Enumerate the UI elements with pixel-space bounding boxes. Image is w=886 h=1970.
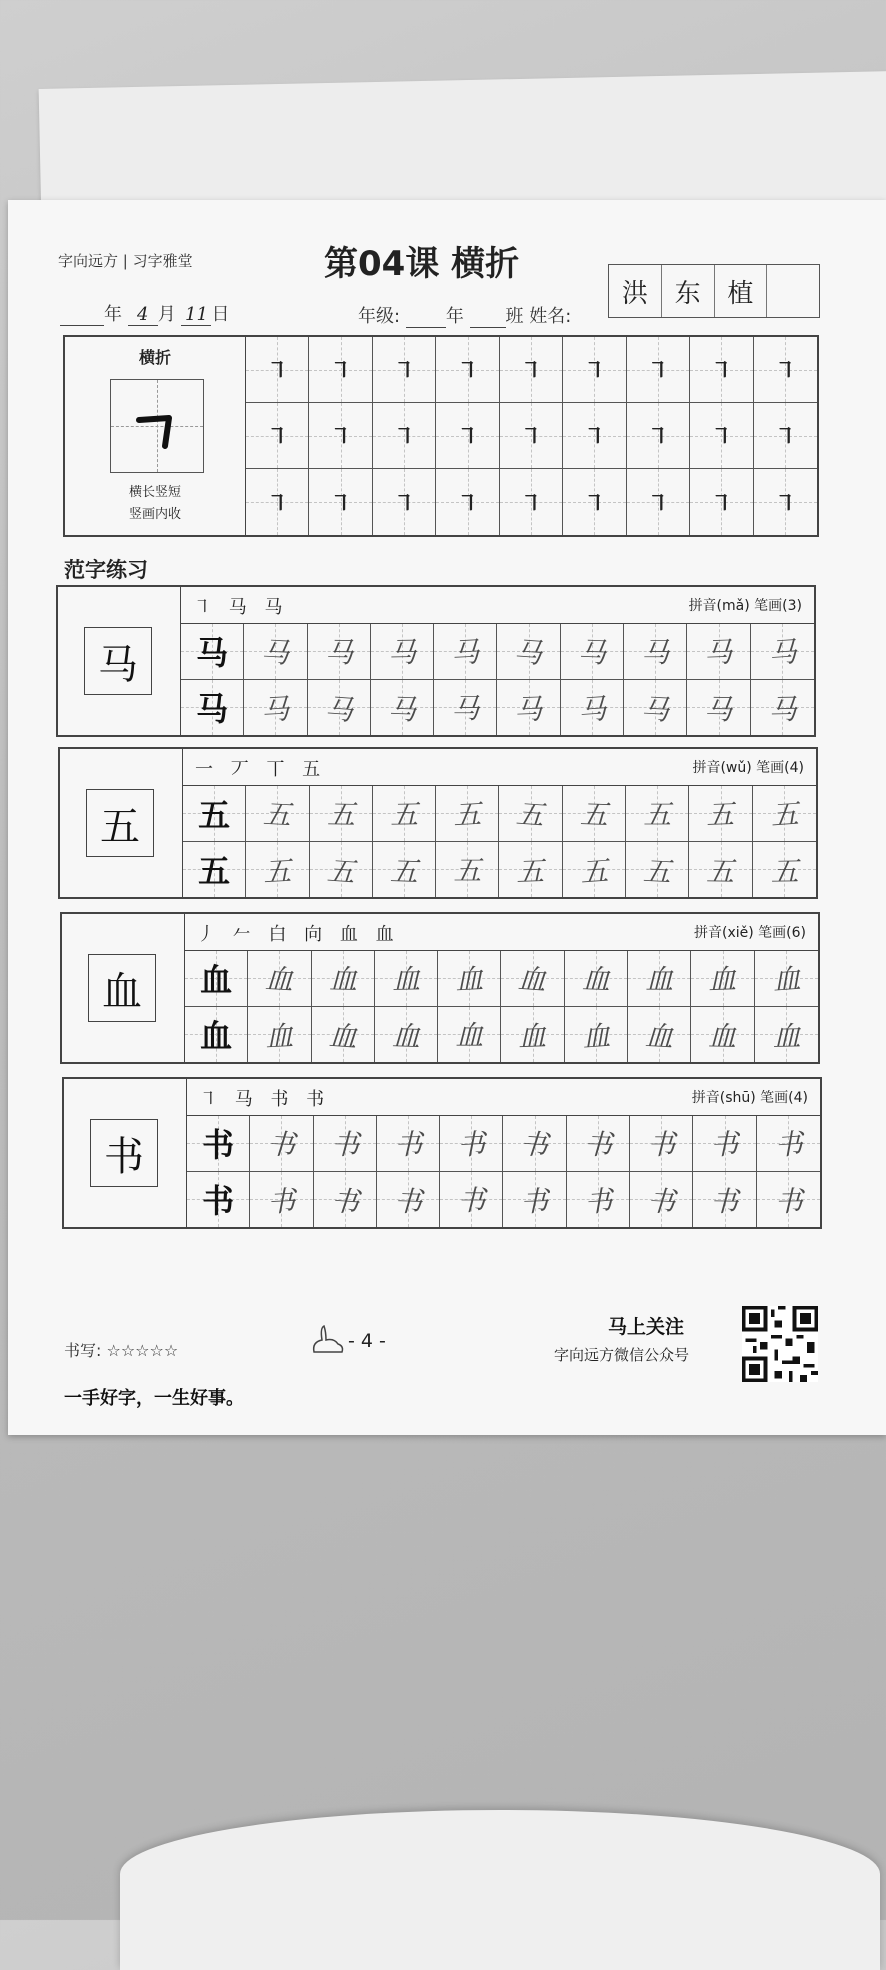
practice-cell: [248, 951, 311, 1007]
practice-cell: [561, 680, 624, 736]
practice-cell: [563, 842, 626, 898]
practice-cell: [626, 842, 689, 898]
model-glyph: 五: [198, 852, 231, 891]
stroke-order-row: [183, 749, 816, 786]
model-cell: [183, 786, 246, 842]
handwritten-glyph: 五: [706, 797, 736, 832]
stroke-glyph: ㇕: [646, 491, 669, 517]
handwritten-glyph: 书: [329, 1183, 360, 1219]
practice-cell: [567, 1116, 630, 1172]
practice-cell: [630, 1172, 693, 1228]
practice-cell: [501, 951, 564, 1007]
stroke-glyph: ㇕: [456, 425, 479, 450]
stroke-glyph: ㇕: [393, 491, 416, 517]
handwritten-glyph: 五: [326, 798, 356, 832]
stroke-glyph: ㇕: [646, 359, 669, 384]
practice-cell: [565, 1007, 628, 1063]
handwritten-glyph: 马: [576, 691, 608, 727]
handwritten-glyph: 马: [577, 635, 607, 670]
stroke-glyph: ㇕: [710, 359, 733, 384]
stroke-practice-cell: [500, 469, 563, 535]
handwritten-glyph: 书: [710, 1127, 740, 1162]
handwritten-glyph: 马: [641, 636, 670, 670]
model-character: 五: [86, 789, 154, 857]
stroke-practice-cell: [436, 337, 499, 403]
page-number: - 4 -: [348, 1330, 386, 1352]
handwritten-glyph: 马: [450, 635, 481, 670]
model-character: 血: [88, 954, 156, 1022]
model-glyph: 血: [200, 961, 233, 1000]
practice-cell: [436, 786, 499, 842]
practice-cell: [250, 1116, 313, 1172]
stroke-name: 横折: [138, 348, 171, 367]
stool-seat: [120, 1810, 880, 1970]
practice-cell: [440, 1172, 503, 1228]
class-name-label: 班 姓名:: [505, 306, 572, 327]
practice-cell: [497, 624, 560, 680]
practice-cell: [308, 680, 371, 736]
model-glyph: 血: [200, 1017, 233, 1056]
stroke-practice-cell: [563, 337, 626, 403]
practice-cell: [438, 951, 501, 1007]
practice-cell: [499, 786, 562, 842]
stroke-glyph: ㇕: [329, 491, 352, 517]
handwritten-glyph: 血: [455, 1019, 484, 1053]
name-cell: 植: [715, 265, 768, 317]
stroke-glyph: ㇕: [519, 359, 542, 384]
model-glyph: 五: [198, 796, 231, 835]
stroke-practice-cell: [563, 403, 626, 469]
handwritten-glyph: 血: [708, 1019, 737, 1053]
handwritten-glyph: 马: [640, 691, 671, 726]
character-block: [60, 912, 820, 1064]
strokes-count-label: 笔画(6): [758, 925, 806, 941]
stroke-practice-cell: [373, 403, 436, 469]
handwritten-glyph: 马: [767, 635, 798, 671]
stroke-practice-cell: [246, 469, 309, 535]
handwritten-glyph: 马: [323, 691, 354, 727]
handwritten-glyph: 马: [387, 691, 417, 726]
practice-cell: [440, 1116, 503, 1172]
practice-cell: [563, 786, 626, 842]
follow-title: 马上关注: [608, 1316, 685, 1338]
handwritten-glyph: 血: [327, 1018, 358, 1054]
practice-cell: [687, 680, 750, 736]
practice-cell: [751, 624, 814, 680]
handwritten-glyph: 马: [768, 692, 797, 726]
stroke-practice-cell: [754, 337, 817, 403]
model-character-panel: [58, 587, 181, 735]
stroke-glyph: ㇕: [646, 425, 669, 450]
strokes-count-label: 笔画(4): [760, 1090, 808, 1106]
stroke-practice-cell: [500, 403, 563, 469]
handwritten-glyph: 血: [391, 963, 421, 997]
model-cell: [185, 951, 248, 1007]
handwritten-glyph: 马: [260, 691, 291, 726]
stroke-order-sequence: 丿 𠂉 白 向 血 血: [197, 924, 400, 945]
handwritten-glyph: 五: [642, 853, 673, 888]
month-label: 月: [157, 304, 176, 325]
stroke-glyph: ㇕: [456, 491, 479, 517]
practice-cell: [628, 951, 691, 1007]
lesson-title: 第04课 横折: [324, 244, 520, 284]
character-block: [56, 585, 816, 737]
practice-cell: [626, 786, 689, 842]
motto: 一手好字，一生好事。: [64, 1388, 244, 1409]
practice-cell: [373, 842, 436, 898]
writing-grid: [183, 786, 816, 897]
stroke-practice-cell: [246, 403, 309, 469]
practice-cell: [753, 842, 816, 898]
stroke-practice-cell: [754, 469, 817, 535]
practice-cell: [310, 786, 373, 842]
practice-cell: [248, 1007, 311, 1063]
stroke-glyph: ㇕: [266, 491, 289, 517]
handwritten-glyph: 血: [264, 1018, 295, 1053]
practice-cell: [497, 680, 560, 736]
practice-cell: [244, 680, 307, 736]
pinyin-strokes-info: [692, 757, 804, 777]
handwritten-glyph: 血: [518, 1018, 548, 1053]
handwritten-glyph: 血: [772, 1019, 801, 1053]
stroke-practice-cell: [690, 403, 753, 469]
stroke-glyph: ㇕: [774, 491, 797, 517]
practice-cell: [624, 624, 687, 680]
grade-year-label: 年: [445, 306, 464, 327]
stroke-glyph: ㇕: [774, 359, 797, 384]
stroke-intro-panel: [63, 335, 819, 537]
date-line: [60, 300, 229, 326]
stroke-glyph: ㇕: [519, 425, 542, 450]
stroke-practice-cell: [500, 337, 563, 403]
handwritten-glyph: 马: [704, 635, 734, 670]
stroke-practice-cell: [627, 337, 690, 403]
name-box: [608, 264, 820, 318]
stroke-glyph: ㇕: [710, 491, 733, 517]
handwritten-glyph: 书: [266, 1127, 297, 1162]
handwritten-glyph: 五: [516, 853, 546, 888]
practice-cell: [691, 951, 754, 1007]
model-glyph: 书: [202, 1126, 235, 1165]
pinyin-label: 拼音(shū): [691, 1090, 756, 1106]
model-glyph: 马: [196, 690, 229, 729]
stroke-practice-cell: [690, 337, 753, 403]
handwritten-glyph: 书: [582, 1183, 614, 1219]
practice-cell: [436, 842, 499, 898]
stroke-practice-cell: [436, 403, 499, 469]
heng-zhe-stroke-icon: [111, 380, 203, 472]
handwritten-glyph: 血: [581, 962, 611, 997]
pinyin-label: 拼音(wǔ): [692, 760, 752, 776]
practice-cell: [567, 1172, 630, 1228]
handwritten-glyph: 书: [393, 1183, 423, 1218]
practice-cell: [561, 624, 624, 680]
rabbit-icon: [308, 1322, 352, 1358]
stroke-glyph: ㇕: [774, 425, 797, 450]
grade-label: 年级:: [358, 306, 401, 327]
writing-grid: [181, 624, 814, 735]
stroke-practice-cell: [246, 337, 309, 403]
practice-cell: [314, 1172, 377, 1228]
stroke-practice-cell: [754, 403, 817, 469]
handwritten-glyph: 五: [389, 798, 419, 832]
stroke-glyph: ㇕: [583, 425, 606, 450]
practice-cell: [434, 680, 497, 736]
score-rating: 书写: ☆☆☆☆☆: [64, 1341, 179, 1360]
handwritten-glyph: 血: [454, 962, 485, 997]
handwritten-glyph: 血: [771, 962, 802, 998]
handwritten-glyph: 血: [517, 962, 548, 998]
handwritten-glyph: 马: [260, 635, 291, 670]
follow-subtitle: 字向远方微信公众号: [554, 1346, 690, 1364]
stroke-tip-1: 横长竖短: [128, 485, 181, 500]
stroke-glyph: ㇕: [583, 491, 606, 517]
stroke-practice-cell: [309, 403, 372, 469]
grade-line: [358, 302, 571, 328]
model-character: 马: [84, 627, 152, 695]
handwritten-glyph: 马: [387, 636, 417, 670]
practice-panel: [181, 587, 814, 735]
practice-cell: [689, 842, 752, 898]
stroke-tip-2: 竖画内收: [128, 507, 181, 522]
practice-cell: [312, 1007, 375, 1063]
writing-grid: [187, 1116, 820, 1227]
handwritten-glyph: 五: [262, 853, 293, 888]
practice-cell: [501, 1007, 564, 1063]
stroke-order-row: [187, 1079, 820, 1116]
stroke-order-row: [185, 914, 818, 951]
handwritten-glyph: 书: [393, 1128, 423, 1162]
name-cell: 东: [662, 265, 715, 317]
handwritten-glyph: 书: [774, 1184, 803, 1218]
handwritten-glyph: 书: [457, 1184, 486, 1218]
handwritten-glyph: 五: [578, 853, 610, 889]
handwritten-glyph: 书: [773, 1127, 804, 1163]
handwritten-glyph: 马: [324, 636, 354, 670]
handwritten-glyph: 书: [647, 1128, 676, 1162]
strokes-count-label: 笔画(4): [756, 760, 804, 776]
stroke-practice-cell: [373, 469, 436, 535]
practice-panel: [187, 1079, 820, 1227]
practice-cell: [689, 786, 752, 842]
practice-cell: [757, 1172, 820, 1228]
model-character-panel: [64, 1079, 187, 1227]
practice-cell: [503, 1116, 566, 1172]
practice-cell: [691, 1007, 754, 1063]
practice-cell: [434, 624, 497, 680]
handwritten-glyph: 马: [514, 691, 544, 726]
stroke-glyph: ㇕: [519, 491, 542, 517]
practice-cell: [693, 1172, 756, 1228]
handwritten-glyph: 血: [580, 1018, 612, 1054]
practice-cell: [757, 1116, 820, 1172]
handwritten-glyph: 五: [643, 798, 672, 832]
practice-cell: [755, 1007, 818, 1063]
stroke-practice-cell: [627, 469, 690, 535]
stroke-practice-cell: [563, 469, 626, 535]
handwritten-glyph: 书: [519, 1127, 550, 1163]
handwritten-glyph: 马: [451, 692, 480, 726]
handwritten-glyph: 五: [579, 797, 609, 832]
stroke-practice-cell: [690, 469, 753, 535]
practice-cell: [687, 624, 750, 680]
handwritten-glyph: 书: [583, 1127, 613, 1162]
practice-cell: [375, 951, 438, 1007]
model-cell: [181, 680, 244, 736]
practice-cell: [371, 624, 434, 680]
handwritten-glyph: 五: [453, 854, 482, 888]
stroke-diagram: [110, 379, 204, 473]
practice-cell: [308, 624, 371, 680]
stroke-glyph: ㇕: [583, 359, 606, 384]
practice-cell: [375, 1007, 438, 1063]
practice-cell: [371, 680, 434, 736]
handwritten-glyph: 五: [389, 853, 419, 888]
pinyin-label: 拼音(xiě): [693, 925, 754, 941]
model-cell: [187, 1172, 250, 1228]
stroke-intro-left: [65, 337, 246, 535]
stroke-practice-cell: [309, 469, 372, 535]
handwritten-glyph: 五: [262, 797, 293, 832]
name-cell: 洪: [609, 265, 662, 317]
handwritten-glyph: 血: [645, 963, 674, 997]
practice-cell: [755, 951, 818, 1007]
handwritten-glyph: 五: [706, 854, 735, 888]
practice-cell: [499, 842, 562, 898]
practice-cell: [250, 1172, 313, 1228]
pinyin-strokes-info: [689, 595, 802, 615]
worksheet-page: [8, 200, 886, 1435]
stroke-practice-cell: [627, 403, 690, 469]
stroke-order-sequence: ㇕ 马 马: [193, 597, 289, 618]
model-glyph: 书: [202, 1182, 235, 1221]
practice-panel: [183, 749, 816, 897]
stroke-practice-cell: [373, 337, 436, 403]
practice-cell: [312, 951, 375, 1007]
handwritten-glyph: 书: [646, 1183, 677, 1218]
practice-cell: [373, 786, 436, 842]
model-character: 书: [90, 1119, 158, 1187]
model-cell: [183, 842, 246, 898]
stroke-order-sequence: ㇕ 马 书 书: [199, 1089, 331, 1110]
practice-cell: [628, 1007, 691, 1063]
handwritten-glyph: 书: [456, 1127, 487, 1162]
name-cell: [767, 265, 819, 317]
model-cell: [187, 1116, 250, 1172]
practice-cell: [693, 1116, 756, 1172]
practice-cell: [314, 1116, 377, 1172]
handwritten-glyph: 血: [708, 962, 738, 997]
practice-cell: [377, 1172, 440, 1228]
pinyin-strokes-info: [692, 1087, 808, 1107]
character-block: [58, 747, 818, 899]
stroke-practice-grid: [246, 337, 817, 535]
handwritten-glyph: 五: [325, 853, 356, 889]
model-cell: [185, 1007, 248, 1063]
day-label: 日: [211, 304, 230, 325]
handwritten-glyph: 书: [330, 1128, 360, 1162]
stroke-glyph: ㇕: [266, 359, 289, 384]
handwritten-glyph: 五: [769, 797, 800, 833]
character-block: [62, 1077, 822, 1229]
handwritten-glyph: 五: [452, 797, 483, 832]
practice-cell: [438, 1007, 501, 1063]
year-label: 年: [104, 304, 122, 325]
practice-cell: [377, 1116, 440, 1172]
practice-cell: [246, 786, 309, 842]
stroke-glyph: ㇕: [393, 359, 416, 384]
handwritten-glyph: 五: [770, 854, 799, 888]
stroke-glyph: ㇕: [329, 359, 352, 384]
model-character-panel: [62, 914, 185, 1062]
practice-cell: [751, 680, 814, 736]
stroke-practice-cell: [309, 337, 372, 403]
stroke-glyph: ㇕: [266, 425, 289, 450]
practice-cell: [244, 624, 307, 680]
stroke-practice-cell: [436, 469, 499, 535]
model-cell: [181, 624, 244, 680]
handwritten-glyph: 马: [513, 635, 544, 671]
stroke-order-sequence: 一 丆 丅 五: [195, 759, 327, 780]
handwritten-glyph: 血: [391, 1018, 421, 1053]
month-value: 4: [128, 304, 158, 326]
handwritten-glyph: 马: [704, 692, 733, 726]
handwritten-glyph: 血: [328, 963, 358, 997]
practice-panel: [185, 914, 818, 1062]
strokes-count-label: 笔画(3): [754, 598, 802, 614]
stroke-glyph: ㇕: [456, 359, 479, 384]
stroke-glyph: ㇕: [710, 425, 733, 450]
pinyin-strokes-info: [694, 922, 806, 942]
brand-logo-text: 字向远方 | 习字雅堂: [58, 252, 193, 270]
practice-cell: [246, 842, 309, 898]
handwritten-glyph: 书: [520, 1183, 550, 1218]
practice-cell: [310, 842, 373, 898]
pinyin-label: 拼音(mǎ): [688, 598, 750, 614]
handwritten-glyph: 书: [710, 1184, 739, 1218]
model-character-panel: [60, 749, 183, 897]
day-value: 11: [181, 304, 211, 326]
handwritten-glyph: 书: [266, 1183, 297, 1218]
practice-cell: [565, 951, 628, 1007]
stroke-glyph: ㇕: [329, 425, 352, 450]
practice-cell: [753, 786, 816, 842]
handwritten-glyph: 血: [644, 1018, 675, 1053]
qr-code-icon[interactable]: [742, 1306, 818, 1382]
practice-cell: [624, 680, 687, 736]
handwritten-glyph: 血: [264, 962, 295, 997]
practice-cell: [630, 1116, 693, 1172]
section-heading: 范字练习: [64, 558, 148, 582]
writing-grid: [185, 951, 818, 1062]
stroke-glyph: ㇕: [393, 425, 416, 450]
stroke-order-row: [181, 587, 814, 624]
handwritten-glyph: 五: [515, 797, 546, 833]
practice-cell: [503, 1172, 566, 1228]
model-glyph: 马: [196, 634, 229, 673]
